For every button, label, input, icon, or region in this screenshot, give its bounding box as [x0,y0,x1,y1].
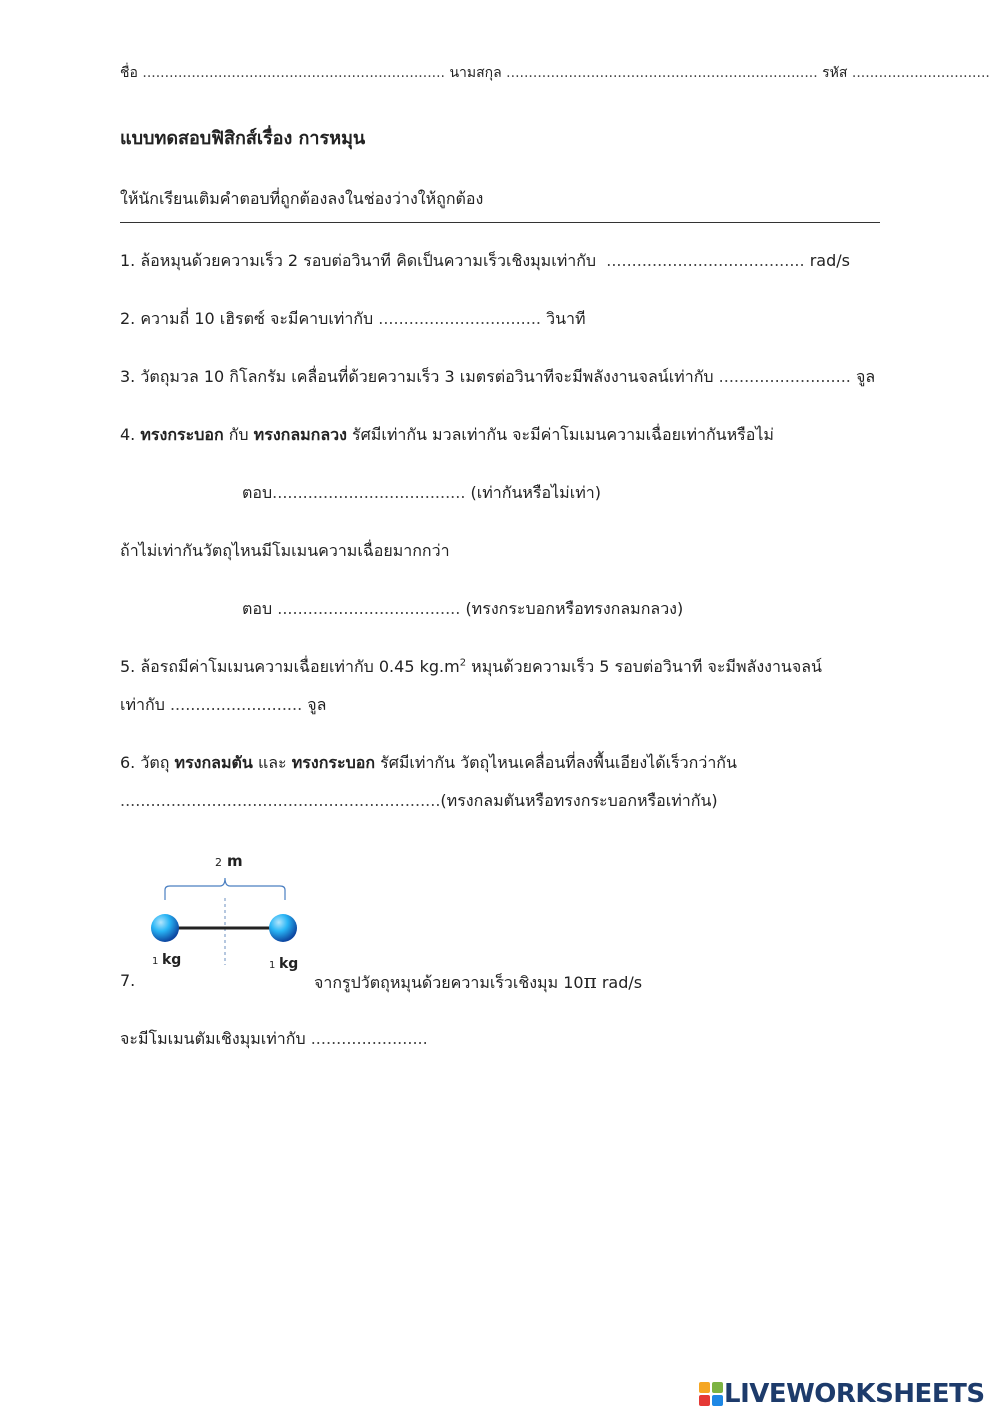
name-field[interactable]: .................................................................... [142,65,445,81]
student-info-row [120,62,990,84]
left-mass-ball [151,914,179,942]
question-7-question-row [120,1028,428,1050]
question-5-text-before: 5. ล้อรถมีค่าโมเมนความเฉื่อยเท่ากับ 0.45 kg.m [120,657,460,676]
question-5-answer-blank[interactable]: .......................... [169,695,303,714]
question-5-line2 [120,694,326,716]
question-1-answer-blank[interactable]: ....................................... [606,251,805,270]
instruction: ให้นักเรียนเติมคำตอบที่ถูกต้องลงในช่องว่างให้ถูกต้อง [120,189,484,208]
pi-symbol: π [583,969,597,993]
question-5-unit: จูล [307,695,327,714]
right-mass-unit: kg [279,956,299,972]
id-field[interactable]: ............................... [851,65,990,81]
name-label: ชื่อ [120,65,138,81]
question-4-answer2-label: ตอบ [242,599,273,618]
question-7-question: จะมีโมเมนตัมเชิงมุมเท่ากับ [120,1029,306,1048]
question-6-line2 [120,790,718,812]
dumbbell-diagram [140,850,310,975]
liveworksheets-logo-icon [698,1381,724,1407]
question-6-hint: (ทรงกลมตันหรือทรงกระบอกหรือเท่ากัน) [440,791,718,810]
question-7-number: 7. [120,971,136,990]
question-1-unit: rad/s [809,251,850,270]
question-7-text: จากรูปวัตถุหมุนด้วยความเร็วเชิงมุม 10 [314,973,584,992]
length-label-unit: m [227,852,243,870]
question-7-unit: rad/s [601,973,643,992]
liveworksheets-logo [698,1378,985,1410]
question-4-answer-label: ตอบ [242,483,273,502]
question-1 [120,250,850,272]
surname-field[interactable]: ...................................................................... [506,65,818,81]
question-4-answer2-row [242,598,683,620]
question-1-text: 1. ล้อหมุนด้วยความเร็ว 2 รอบต่อวินาที คิดเป็นความเร็วเชิงมุมเท่ากับ [120,251,597,270]
question-4-followup: ถ้าไม่เท่ากันวัตถุไหนมีโมเมนความเฉื่อยมากกว่า [120,541,450,560]
question-2 [120,308,586,330]
question-7-row [314,970,642,994]
question-6-shape-solid-sphere: ทรงกลมตัน [174,753,253,772]
question-6 [120,752,737,774]
left-mass-number: 1 [152,956,159,967]
liveworksheets-logo-text: LIVEWORKSHEETS [724,1379,985,1409]
question-4-shape-cylinder: ทรงกระบอก [140,425,224,444]
question-4 [120,424,774,446]
question-5 [120,656,822,678]
question-4-rest: รัศมีเท่ากัน มวลเท่ากัน จะมีค่าโมเมนความเฉื่อยเท่ากันหรือไม่ [352,425,774,444]
question-7-answer-blank[interactable]: ....................... [310,1029,428,1048]
question-5-prefix: เท่ากับ [120,695,165,714]
question-4-answer-blank[interactable]: ...................................... [272,483,466,502]
question-4-number: 4. [120,425,136,444]
question-4-answer2-hint: (ทรงกระบอกหรือทรงกลมกลวง) [465,599,684,618]
question-4-shape-hollow-sphere: ทรงกลมกลวง [253,425,347,444]
divider [120,222,880,223]
length-label-number: 2 [215,856,222,869]
question-3-unit: จูล [855,367,876,386]
question-4-answer2-blank[interactable]: .................................... [277,599,461,618]
question-6-and: และ [257,753,287,772]
question-2-unit: วินาที [546,309,586,328]
page-title: แบบทดสอบฟิสิกส์เรื่อง การหมุน [120,128,366,149]
question-5-text-after: หมุนด้วยความเร็ว 5 รอบต่อวินาที จะมีพลังงานจลน์ [471,657,822,676]
left-mass-unit: kg [162,952,182,968]
question-6-shape-cylinder: ทรงกระบอก [291,753,376,772]
question-6-rest: รัศมีเท่ากัน วัตถุไหนเคลื่อนที่ลงพื้นเอียงได้เร็วกว่ากัน [380,753,737,772]
question-4-answer-row [242,482,601,504]
question-6-answer-blank[interactable]: ............................................................... [120,791,441,810]
question-4-answer-hint: (เท่ากันหรือไม่เท่า) [470,483,601,502]
surname-label: นามสกุล [449,65,502,81]
right-mass-number: 1 [269,960,276,971]
question-3-answer-blank[interactable]: .......................... [718,367,851,386]
question-6-prefix: 6. วัตถุ [120,753,170,772]
question-5-superscript: 2 [459,657,467,669]
question-3-text: 3. วัตถุมวล 10 กิโลกรัม เคลื่อนที่ด้วยความเร็ว 3 เมตรต่อวินาทีจะมีพลังงานจลน์เท่ากับ [120,367,714,386]
length-brace [165,878,285,900]
question-3 [120,366,875,388]
question-4-with: กับ [228,425,249,444]
right-mass-ball [269,914,297,942]
question-2-text: 2. ความถี่ 10 เฮิรตซ์ จะมีคาบเท่ากับ [120,309,374,328]
id-label: รหัส [822,65,848,81]
question-2-answer-blank[interactable]: ................................ [378,309,541,328]
